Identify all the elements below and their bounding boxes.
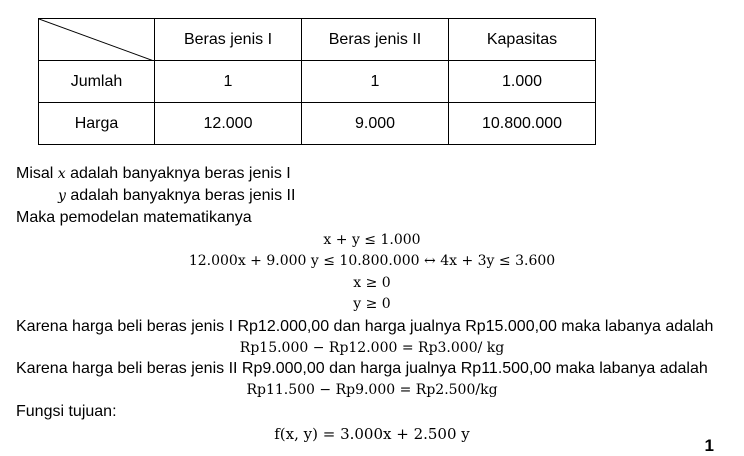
table-row [39, 103, 596, 145]
cell-harga-1: 12.000 [155, 103, 302, 145]
equation-3: x ≥ 0 [353, 275, 391, 291]
misal-y-line [58, 186, 295, 206]
equation-1: x + y ≤ 1.000 [323, 232, 421, 248]
misal-x-line [16, 164, 291, 184]
row-label-harga: Harga [39, 103, 155, 145]
cell-jumlah-2: 1 [302, 61, 449, 103]
header-beras-jenis-2: Beras jenis II [302, 19, 449, 61]
header-kapasitas: Kapasitas [449, 19, 596, 61]
misal-prefix: Misal [16, 165, 58, 182]
cell-harga-2: 9.000 [302, 103, 449, 145]
fungsi-tujuan-equation: f(x, y) = 3.000x + 2.500 y [274, 425, 470, 443]
var-x: x [57, 166, 66, 182]
var-y: y [58, 188, 66, 204]
laba-1-equation: Rp15.000 − Rp12.000 = Rp3.000/ kg [239, 340, 505, 356]
pemodelan-line: Maka pemodelan matematikanya [16, 209, 252, 226]
page-number: 1 [704, 436, 714, 455]
table-row [39, 61, 596, 103]
header-beras-jenis-1: Beras jenis I [155, 19, 302, 61]
equation-2: 12.000x + 9.000 y ≤ 10.800.000 ↔ 4x + 3y ≤ 3.600 [188, 253, 556, 269]
cell-harga-kapasitas: 10.800.000 [449, 103, 596, 145]
equation-4: y ≥ 0 [353, 296, 391, 312]
fungsi-tujuan-label: Fungsi tujuan: [16, 403, 117, 420]
diagonal-line-icon [39, 19, 154, 61]
laba-2-text: Karena harga beli beras jenis II Rp9.000,00 dan harga jualnya Rp11.500,00 maka labanya adalah [16, 360, 708, 377]
table-header-row [39, 19, 596, 61]
laba-2-equation: Rp11.500 − Rp9.000 = Rp2.500/kg [246, 382, 498, 398]
data-table [38, 18, 596, 145]
cell-jumlah-1: 1 [155, 61, 302, 103]
diagonal-header-cell [39, 19, 155, 61]
misal-y-text: adalah banyaknya beras jenis II [65, 187, 296, 204]
misal-x-text: adalah banyaknya beras jenis I [65, 165, 291, 182]
row-label-jumlah: Jumlah [39, 61, 155, 103]
laba-1-text: Karena harga beli beras jenis I Rp12.000,00 dan harga jualnya Rp15.000,00 maka labanya adalah [16, 318, 714, 335]
cell-jumlah-kapasitas: 1.000 [449, 61, 596, 103]
